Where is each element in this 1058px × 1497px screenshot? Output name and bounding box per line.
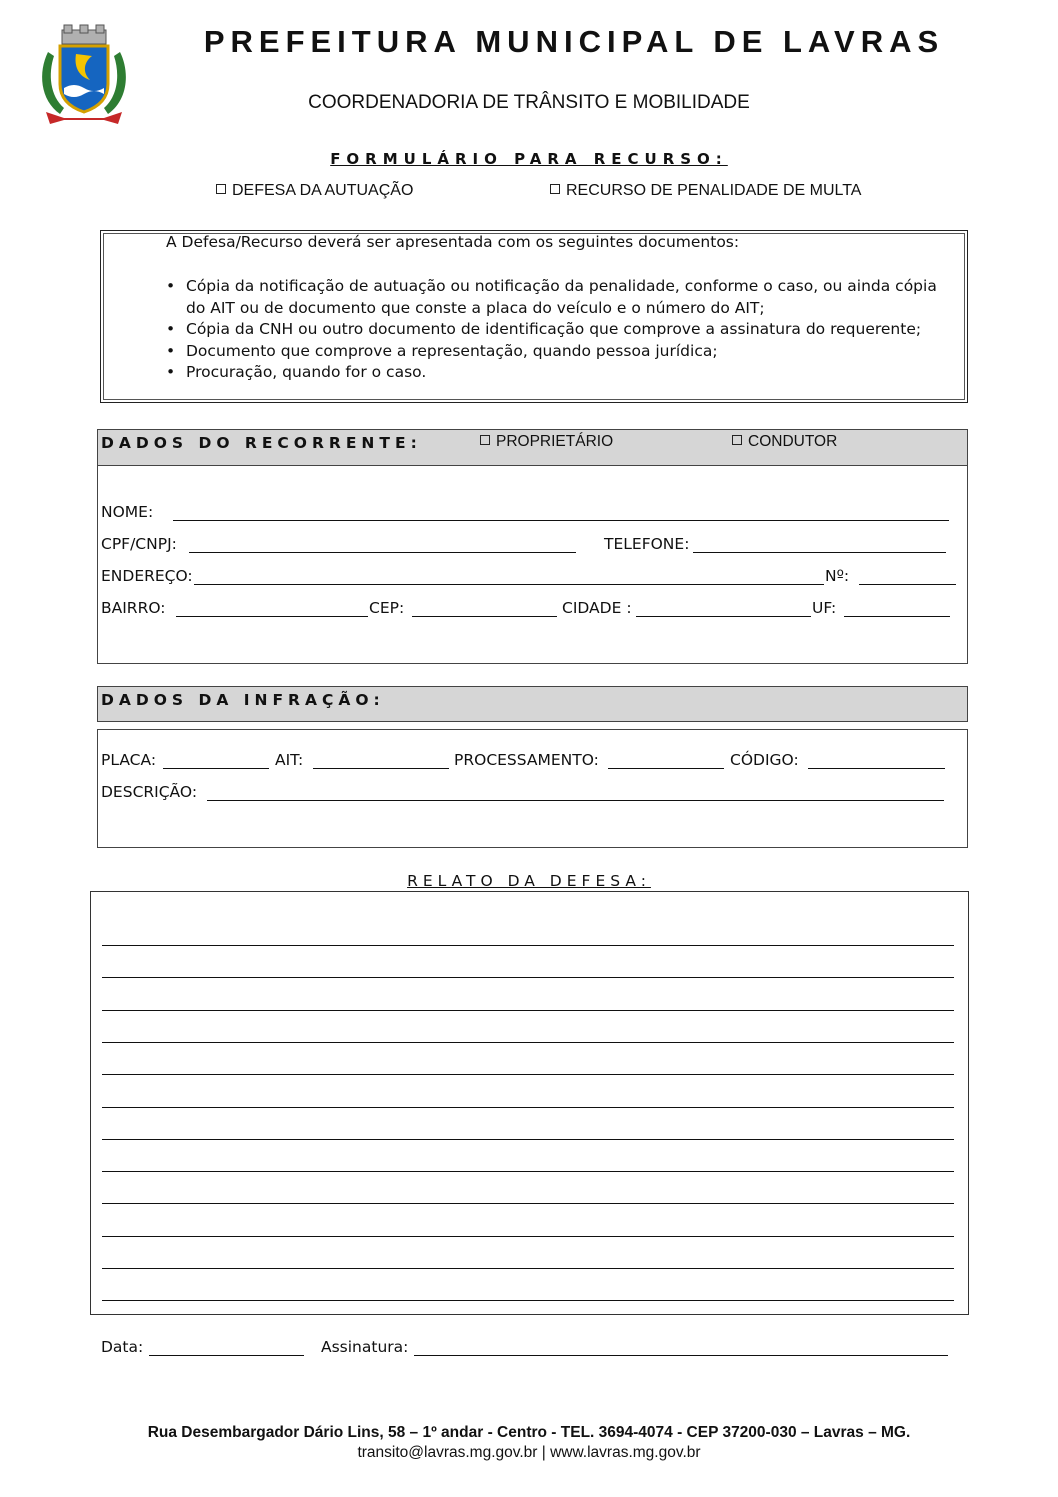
uf-field[interactable] — [844, 616, 950, 617]
recorrente-box — [97, 465, 968, 664]
bairro-field[interactable] — [176, 616, 368, 617]
telefone-field[interactable] — [693, 552, 946, 553]
relato-writing-line[interactable] — [102, 1236, 954, 1237]
organization-title: PREFEITURA MUNICIPAL DE LAVRAS — [203, 24, 945, 59]
relato-writing-line[interactable] — [102, 1107, 954, 1108]
codigo-label: CÓDIGO: — [730, 751, 799, 769]
checkbox-icon[interactable] — [480, 435, 490, 445]
relato-box[interactable] — [90, 891, 969, 1315]
relato-writing-line[interactable] — [102, 1074, 954, 1075]
assinatura-label: Assinatura: — [321, 1338, 409, 1356]
codigo-field[interactable] — [808, 768, 945, 769]
list-item: • Cópia da CNH ou outro documento de identificação que comprove a assinatura do requerente; — [166, 319, 956, 341]
bairro-label: BAIRRO: — [101, 599, 166, 617]
relato-title: RELATO DA DEFESA: — [407, 872, 651, 890]
relato-writing-line[interactable] — [102, 1010, 954, 1011]
relato-writing-line[interactable] — [102, 1300, 954, 1301]
infracao-title: DADOS DA INFRAÇÃO: — [101, 691, 385, 709]
option-recurso[interactable] — [550, 182, 861, 200]
department-name: COORDENADORIA DE TRÂNSITO E MOBILIDADE — [308, 92, 750, 113]
telefone-label: TELEFONE: — [604, 535, 690, 553]
nome-label: NOME: — [101, 503, 154, 521]
option-proprietario[interactable] — [480, 433, 613, 451]
endereco-field[interactable] — [194, 584, 824, 585]
form-title: FORMULÁRIO PARA RECURSO: — [330, 150, 728, 168]
data-field[interactable] — [149, 1355, 304, 1356]
recorrente-title: DADOS DO RECORRENTE: — [101, 434, 422, 452]
descricao-label: DESCRIÇÃO: — [101, 783, 198, 801]
option-condutor-label: CONDUTOR — [748, 433, 838, 450]
option-defesa-label: DEFESA DA AUTUAÇÃO — [232, 182, 414, 199]
numero-label: Nº: — [825, 567, 850, 585]
placa-label: PLACA: — [101, 751, 157, 769]
relato-writing-line[interactable] — [102, 1203, 954, 1204]
cpf-label: CPF/CNPJ: — [101, 535, 177, 553]
option-defesa[interactable] — [216, 182, 413, 200]
uf-label: UF: — [812, 599, 837, 617]
relato-writing-line[interactable] — [102, 945, 954, 946]
nome-field[interactable] — [173, 520, 949, 521]
footer-contact: transito@lavras.mg.gov.br | www.lavras.mg.gov.br — [357, 1444, 701, 1461]
relato-writing-line[interactable] — [102, 977, 954, 978]
checkbox-icon[interactable] — [216, 184, 226, 194]
option-condutor[interactable] — [732, 433, 837, 451]
ait-label: AIT: — [275, 751, 304, 769]
numero-field[interactable] — [859, 584, 956, 585]
relato-writing-line[interactable] — [102, 1042, 954, 1043]
cidade-label: CIDADE : — [562, 599, 632, 617]
checkbox-icon[interactable] — [732, 435, 742, 445]
placa-field[interactable] — [163, 768, 269, 769]
option-proprietario-label: PROPRIETÁRIO — [496, 433, 614, 450]
processamento-label: PROCESSAMENTO: — [454, 751, 599, 769]
cpf-field[interactable] — [189, 552, 576, 553]
descricao-field[interactable] — [207, 800, 944, 801]
list-item: • Cópia da notificação de autuação ou notificação da penalidade, conforme o caso, ou ainda cópia do AIT ou de documento que conste a placa do veículo e o número do AIT; — [166, 276, 956, 319]
assinatura-field[interactable] — [414, 1355, 948, 1356]
requirements-list — [166, 276, 956, 384]
list-item: • Documento que comprove a representação, quando pessoa jurídica; — [166, 341, 956, 363]
cidade-field[interactable] — [636, 616, 811, 617]
infracao-box — [97, 729, 968, 848]
relato-writing-line[interactable] — [102, 1139, 954, 1140]
relato-writing-line[interactable] — [102, 1268, 954, 1269]
endereco-label: ENDEREÇO: — [101, 567, 193, 585]
option-recurso-label: RECURSO DE PENALIDADE DE MULTA — [566, 182, 862, 199]
ait-field[interactable] — [313, 768, 449, 769]
cep-field[interactable] — [412, 616, 557, 617]
checkbox-icon[interactable] — [550, 184, 560, 194]
list-item: • Procuração, quando for o caso. — [166, 362, 956, 384]
relato-writing-line[interactable] — [102, 1171, 954, 1172]
footer-address: Rua Desembargador Dário Lins, 58 – 1º andar - Centro - TEL. 3694-4074 - CEP 37200-030 – Lavras – MG. — [147, 1424, 911, 1441]
cep-label: CEP: — [369, 599, 405, 617]
requirements-intro: A Defesa/Recurso deverá ser apresentada com os seguintes documentos: — [166, 233, 740, 251]
data-label: Data: — [101, 1338, 144, 1356]
processamento-field[interactable] — [608, 768, 724, 769]
